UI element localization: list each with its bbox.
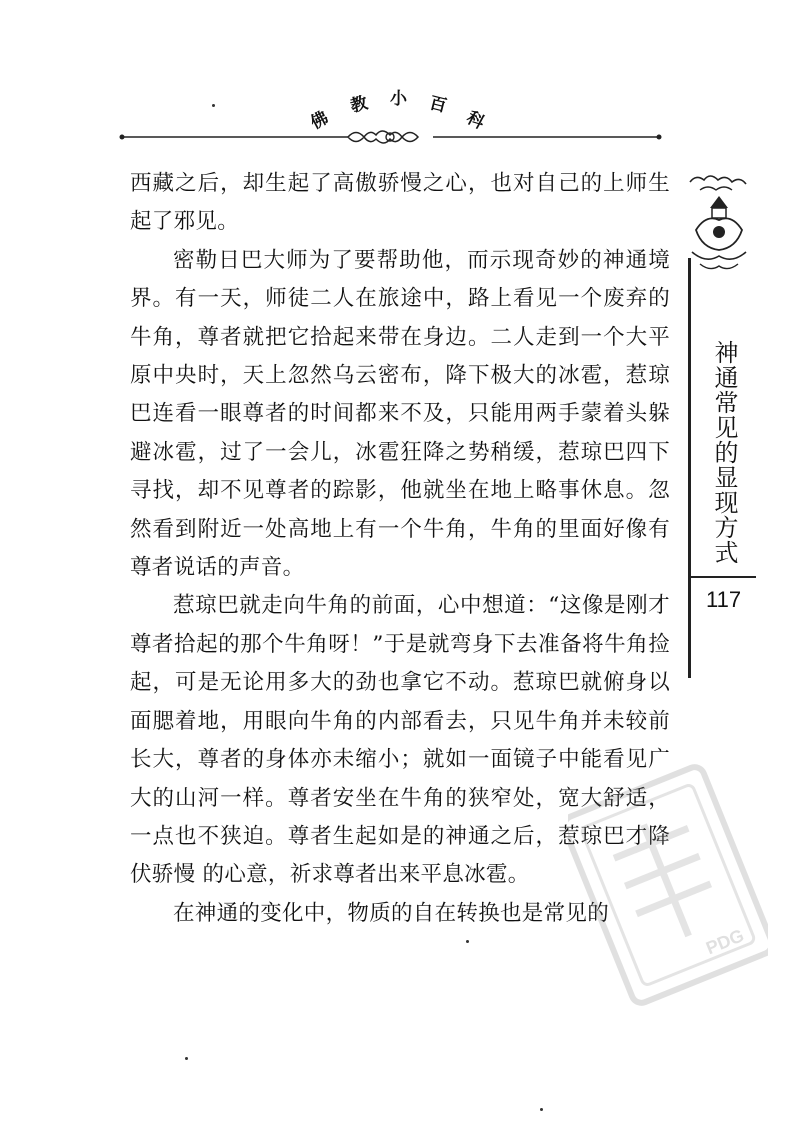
paragraph: 在神通的变化中，物质的自在转换也是常见的: [173, 900, 610, 926]
library-stamp-watermark: [568, 760, 768, 1010]
paragraph: 惹琼巴就走向牛角的前面，心中想道：“这像是刚才尊者拾起的那个牛角呀！”于是就弯身下去准备将牛角捡起，可是无论用多大的劲也拿它不动。惹琼巴就俯身以面腮着地，用眼向牛角的内部看去，只见牛角并未较前长大，尊者的身体亦未缩小；就如一面镜子中能看见广大的山河一样。尊者安坐在牛角的狭窄处，宽大舒适，一点也不狭迫。尊者生起如是的神通之后，惹琼巴才降伏骄慢 的心意，祈求尊者出来平息冰雹。: [130, 593, 670, 888]
series-title-char: 百: [427, 93, 449, 117]
series-title-char: 教: [348, 93, 370, 117]
scan-speck: [212, 104, 215, 107]
header-rule-ornament: [118, 125, 663, 149]
watermark-text: PDG: [703, 925, 747, 959]
series-title-char: 科: [463, 107, 488, 134]
series-title: [300, 80, 500, 134]
page-number-rule: [688, 576, 756, 578]
lotus-ornament-icon: [686, 168, 752, 278]
page-number: 117: [706, 587, 742, 612]
paragraph: 西藏之后，却生起了高傲骄慢之心，也对自己的上师生起了邪见。: [130, 171, 670, 235]
running-chapter-title: 神通常见的显现方式: [710, 340, 738, 565]
scan-speck: [185, 1057, 188, 1060]
scan-speck: [540, 1108, 543, 1111]
scan-speck: [466, 940, 469, 943]
paragraph: 密勒日巴大师为了要帮助他，而示现奇妙的神通境界。有一天，师徒二人在旅途中，路上看见一个废弃的牛角，尊者就把它拾起来带在身边。二人走到一个大平原中央时，天上忽然乌云密布，降下极大的冰雹，惹琼巴连看一眼尊者的时间都来不及，只能用两手蒙着头躲避冰雹，过了一会儿，冰雹狂降之势稍缓，惹琼巴四下寻找，却不见尊者的踪影，他就坐在地上略事休息。忽然看到附近一处高地上有一个牛角，牛角的里面好像有尊者说话的声音。: [130, 247, 670, 581]
series-title-char: 小: [390, 89, 407, 109]
series-title-char: 佛: [307, 107, 332, 134]
side-margin-line: [688, 258, 691, 678]
